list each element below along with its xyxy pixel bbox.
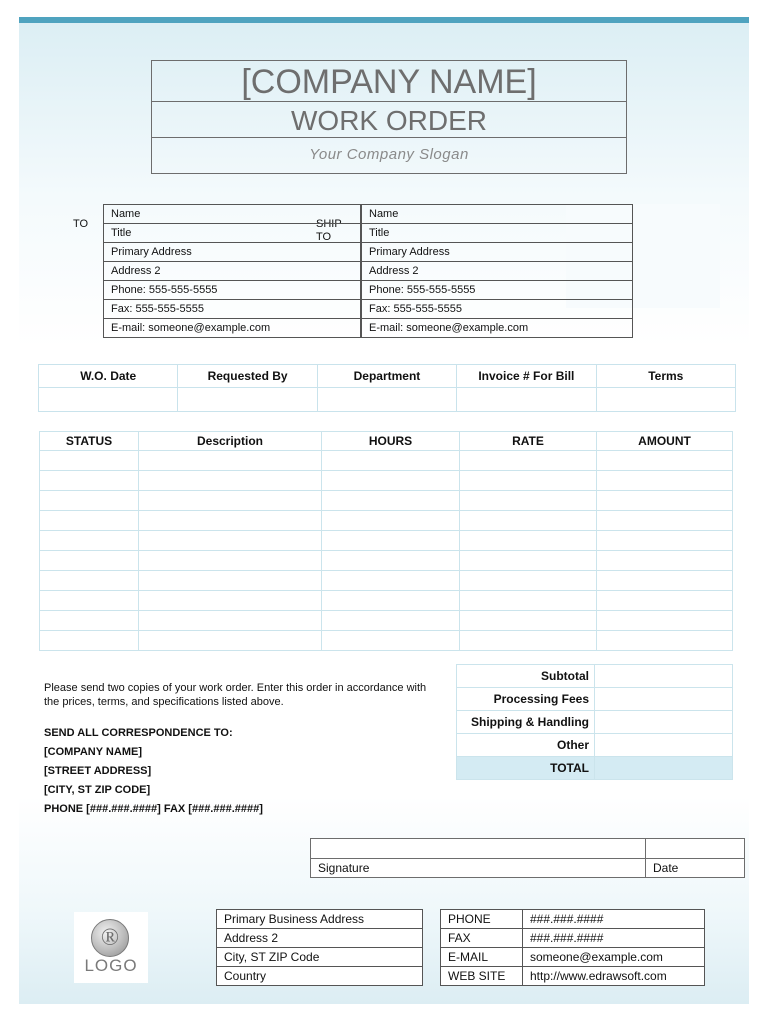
item-cell[interactable] xyxy=(460,531,597,551)
subtotal-label: Subtotal xyxy=(457,665,595,688)
website-label: WEB SITE xyxy=(441,967,523,986)
wo-date-cell[interactable] xyxy=(39,388,178,412)
item-cell[interactable] xyxy=(322,631,460,651)
email-value[interactable]: someone@example.com xyxy=(523,948,705,967)
item-cell[interactable] xyxy=(597,571,733,591)
logo-text: LOGO xyxy=(84,956,138,975)
item-cell[interactable] xyxy=(460,571,597,591)
processing-fees-label: Processing Fees xyxy=(457,688,595,711)
business-city: City, ST ZIP Code xyxy=(217,948,423,967)
shipping-label: Shipping & Handling xyxy=(457,711,595,734)
item-cell[interactable] xyxy=(460,491,597,511)
date-label: Date xyxy=(646,859,745,878)
table-row xyxy=(40,511,733,531)
department-header: Department xyxy=(317,365,456,388)
item-cell[interactable] xyxy=(40,531,139,551)
item-cell[interactable] xyxy=(40,491,139,511)
top-accent-bar xyxy=(19,17,749,23)
totals-table xyxy=(456,664,733,780)
contact-table xyxy=(440,909,705,986)
ship-address-2[interactable]: Address 2 xyxy=(362,262,633,281)
item-cell[interactable] xyxy=(597,471,733,491)
ship-fax[interactable]: Fax: 555-555-5555 xyxy=(362,300,633,319)
item-cell[interactable] xyxy=(40,631,139,651)
description-header: Description xyxy=(139,432,322,451)
item-cell[interactable] xyxy=(139,511,322,531)
item-cell[interactable] xyxy=(597,531,733,551)
total-value[interactable] xyxy=(595,757,733,780)
correspondence-company: [COMPANY NAME] xyxy=(44,746,142,758)
item-cell[interactable] xyxy=(597,451,733,471)
registered-icon: ® xyxy=(91,919,129,957)
correspondence-phone-fax: PHONE [###.###.####] FAX [###.###.####] xyxy=(44,803,263,815)
item-cell[interactable] xyxy=(322,551,460,571)
item-cell[interactable] xyxy=(597,491,733,511)
invoice-cell[interactable] xyxy=(457,388,596,412)
hours-header: HOURS xyxy=(322,432,460,451)
item-cell[interactable] xyxy=(139,551,322,571)
fax-value: ###.###.#### xyxy=(523,929,705,948)
table-row xyxy=(40,531,733,551)
item-cell[interactable] xyxy=(322,571,460,591)
table-row xyxy=(40,571,733,591)
signature-label: Signature xyxy=(311,859,646,878)
subtotal-value[interactable] xyxy=(595,665,733,688)
item-cell[interactable] xyxy=(597,591,733,611)
to-title[interactable]: Title xyxy=(104,224,361,243)
table-row xyxy=(40,591,733,611)
table-row xyxy=(40,611,733,631)
item-cell[interactable] xyxy=(139,571,322,591)
rate-header: RATE xyxy=(460,432,597,451)
item-cell[interactable] xyxy=(460,591,597,611)
item-cell[interactable] xyxy=(40,551,139,571)
ship-to-address-table xyxy=(361,204,633,338)
item-cell[interactable] xyxy=(322,531,460,551)
header-box xyxy=(151,60,627,174)
line-items-table xyxy=(39,431,733,651)
ship-phone[interactable]: Phone: 555-555-5555 xyxy=(362,281,633,300)
department-cell[interactable] xyxy=(317,388,456,412)
item-cell[interactable] xyxy=(139,491,322,511)
to-primary-address[interactable]: Primary Address xyxy=(104,243,361,262)
item-cell[interactable] xyxy=(322,471,460,491)
table-row xyxy=(40,551,733,571)
item-cell[interactable] xyxy=(322,511,460,531)
other-value[interactable] xyxy=(595,734,733,757)
item-cell[interactable] xyxy=(139,471,322,491)
item-cell[interactable] xyxy=(460,631,597,651)
item-cell[interactable] xyxy=(597,631,733,651)
table-row xyxy=(40,471,733,491)
ship-title[interactable]: Title xyxy=(362,224,633,243)
item-cell[interactable] xyxy=(460,511,597,531)
item-cell[interactable] xyxy=(597,551,733,571)
correspondence-city: [CITY, ST ZIP CODE] xyxy=(44,784,151,796)
amount-header: AMOUNT xyxy=(597,432,733,451)
date-field[interactable] xyxy=(646,839,745,859)
phone-label: PHONE xyxy=(441,910,523,929)
signature-field[interactable] xyxy=(311,839,646,859)
website-value[interactable]: http://www.edrawsoft.com xyxy=(523,967,705,986)
item-cell[interactable] xyxy=(460,611,597,631)
item-cell[interactable] xyxy=(322,611,460,631)
ship-primary-address[interactable]: Primary Address xyxy=(362,243,633,262)
table-row xyxy=(40,491,733,511)
item-cell[interactable] xyxy=(139,531,322,551)
to-email[interactable]: E-mail: someone@example.com xyxy=(104,319,361,338)
wo-date-header: W.O. Date xyxy=(39,365,178,388)
item-cell[interactable] xyxy=(597,611,733,631)
correspondence-heading: SEND ALL CORRESPONDENCE TO: xyxy=(44,727,233,739)
item-cell[interactable] xyxy=(322,451,460,471)
document-title: WORK ORDER xyxy=(152,102,626,138)
requested-by-cell[interactable] xyxy=(178,388,317,412)
item-cell[interactable] xyxy=(139,451,322,471)
to-address-table xyxy=(103,204,361,338)
company-slogan: Your Company Slogan xyxy=(309,146,469,163)
item-cell[interactable] xyxy=(40,451,139,471)
company-logo xyxy=(74,912,148,983)
item-cell[interactable] xyxy=(40,611,139,631)
table-row xyxy=(40,451,733,471)
item-cell[interactable] xyxy=(460,451,597,471)
company-name: [COMPANY NAME] xyxy=(152,61,626,102)
to-fax[interactable]: Fax: 555-555-5555 xyxy=(104,300,361,319)
item-cell[interactable] xyxy=(40,591,139,611)
total-label: TOTAL xyxy=(457,757,595,780)
phone-value: ###.###.#### xyxy=(523,910,705,929)
to-name[interactable]: Name xyxy=(104,205,361,224)
ship-email[interactable]: E-mail: someone@example.com xyxy=(362,319,633,338)
item-cell[interactable] xyxy=(139,631,322,651)
to-address-2[interactable]: Address 2 xyxy=(104,262,361,281)
instructions-note: Please send two copies of your work order. Enter this order in accordance with the prices, terms, and specifications listed above. xyxy=(44,682,427,708)
status-header: STATUS xyxy=(40,432,139,451)
item-cell[interactable] xyxy=(40,471,139,491)
terms-header: Terms xyxy=(596,365,735,388)
shipping-value[interactable] xyxy=(595,711,733,734)
to-label: TO xyxy=(73,218,89,230)
item-cell[interactable] xyxy=(139,591,322,611)
email-label: E-MAIL xyxy=(441,948,523,967)
item-cell[interactable] xyxy=(460,471,597,491)
item-cell[interactable] xyxy=(322,491,460,511)
correspondence-street: [STREET ADDRESS] xyxy=(44,765,152,777)
item-cell[interactable] xyxy=(40,571,139,591)
item-cell[interactable] xyxy=(460,551,597,571)
invoice-header: Invoice # For Bill xyxy=(457,365,596,388)
item-cell[interactable] xyxy=(139,611,322,631)
processing-fees-value[interactable] xyxy=(595,688,733,711)
terms-cell[interactable] xyxy=(596,388,735,412)
ship-name[interactable]: Name xyxy=(362,205,633,224)
table-row xyxy=(40,631,733,651)
business-address-table xyxy=(216,909,423,986)
fax-label: FAX xyxy=(441,929,523,948)
requested-by-header: Requested By xyxy=(178,365,317,388)
business-primary-address: Primary Business Address xyxy=(217,910,423,929)
business-country: Country xyxy=(217,967,423,986)
other-label: Other xyxy=(457,734,595,757)
signature-table xyxy=(310,838,745,878)
item-cell[interactable] xyxy=(597,511,733,531)
to-phone[interactable]: Phone: 555-555-5555 xyxy=(104,281,361,300)
business-address-2: Address 2 xyxy=(217,929,423,948)
item-cell[interactable] xyxy=(322,591,460,611)
item-cell[interactable] xyxy=(40,511,139,531)
ship-to-label: SHIP TO xyxy=(316,218,342,243)
work-order-info-table xyxy=(38,364,736,412)
